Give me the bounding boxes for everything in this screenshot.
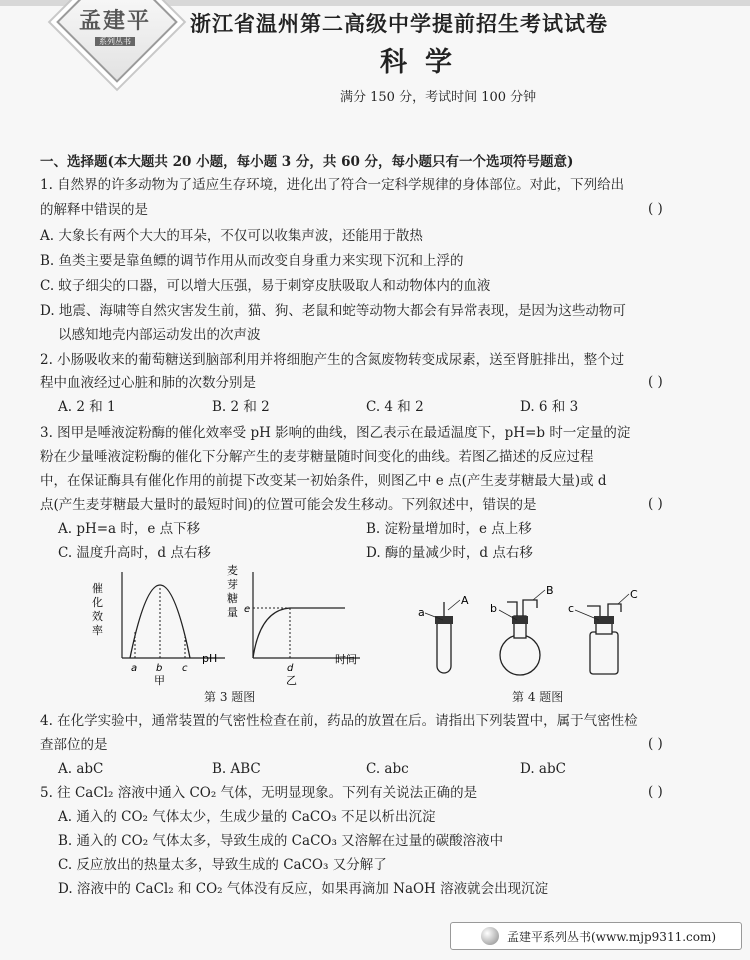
jia-ylabel-2: 化 bbox=[92, 596, 103, 609]
jia-tick-a: a bbox=[131, 663, 138, 674]
q2-option-c: C. 4 和 2 bbox=[366, 399, 424, 415]
q3-stem-4: 点(产生麦芽糖最大量时的最短时间)的位置可能会发生移动。下列叙述中，错误的是 bbox=[40, 497, 537, 513]
figure-4-caption: 第 4 题图 bbox=[512, 690, 564, 704]
label-b: b bbox=[490, 602, 497, 615]
q5-option-a: A. 通入的 CO₂ 气体太少，生成少量的 CaCO₃ 不足以析出沉淀 bbox=[58, 809, 436, 825]
q1-option-b: B. 鱼类主要是靠鱼鳔的调节作用从而改变自身重力来实现下沉和上浮的 bbox=[40, 253, 464, 269]
label-B: B bbox=[546, 584, 554, 597]
q1-stem-1: 1. 自然界的许多动物为了适应生存环境，进化出了符合一定科学规律的身体部位。对此，下列给出 bbox=[40, 177, 625, 193]
footer-banner bbox=[450, 922, 742, 950]
flask-pipe-left bbox=[507, 602, 517, 616]
q2-option-a: A. 2 和 1 bbox=[58, 399, 116, 415]
q5-option-b: B. 通入的 CO₂ 气体太多，导致生成的 CaCO₃ 又溶解在过量的碳酸溶液中 bbox=[58, 833, 504, 849]
jia-tick-b: b bbox=[156, 663, 163, 674]
gas-bottle bbox=[590, 632, 618, 674]
q4-stem-1: 4. 在化学实验中，通常装置的气密性检查在前，药品的放置在后。请指出下列装置中，属于气密性检 bbox=[40, 713, 638, 729]
footer-text: 孟建平系列丛书(www.mjp9311.com) bbox=[507, 930, 717, 944]
q2-answer-blank: ( ) bbox=[648, 374, 663, 390]
jia-ylabel-4: 率 bbox=[92, 624, 103, 637]
jia-ylabel-3: 效 bbox=[92, 610, 103, 623]
bottle-pipe-left bbox=[587, 606, 600, 616]
logo-subtitle: 系列丛书 bbox=[55, 36, 175, 47]
q2-option-b: B. 2 和 2 bbox=[212, 399, 270, 415]
flask-pipe-right bbox=[523, 600, 537, 616]
label-A: A bbox=[461, 594, 469, 607]
yi-point-d: d bbox=[287, 663, 294, 674]
jia-ylabel-1: 催 bbox=[92, 582, 103, 595]
q1-option-d-2: 以感知地壳内部运动发出的次声波 bbox=[58, 327, 261, 343]
q2-stem-2: 程中血液经过心脏和肺的次数分别是 bbox=[40, 375, 256, 391]
q5-stem: 5. 往 CaCl₂ 溶液中通入 CO₂ 气体，无明显现象。下列有关说法正确的是 bbox=[40, 785, 478, 801]
jia-xlabel: pH bbox=[202, 652, 218, 665]
section-heading: 一、选择题(本大题共 20 小题，每小题 3 分，共 60 分，每小题只有一个选项符号题意) bbox=[40, 154, 574, 170]
q2-option-d: D. 6 和 3 bbox=[520, 399, 579, 415]
q3-option-b: B. 淀粉量增加时，e 点上移 bbox=[366, 521, 532, 537]
pointer-c bbox=[575, 610, 599, 620]
q3-answer-blank: ( ) bbox=[648, 496, 663, 512]
exam-subject: 科学 bbox=[380, 47, 470, 78]
q3-option-c: C. 温度升高时，d 点右移 bbox=[58, 545, 211, 561]
q4-option-b: B. ABC bbox=[212, 761, 261, 777]
bottle-stopper bbox=[594, 616, 614, 624]
q3-option-d: D. 酶的量减少时，d 点右移 bbox=[366, 545, 533, 561]
yi-curve bbox=[253, 608, 345, 658]
q1-answer-blank: ( ) bbox=[648, 201, 663, 217]
q1-option-d-1: D. 地震、海啸等自然灾害发生前，猫、狗、老鼠和蛇等动物大都会有异常表现，是因为这些动物可 bbox=[40, 303, 626, 319]
exam-title: 浙江省温州第二高级中学提前招生考试试卷 bbox=[190, 11, 608, 36]
label-c: c bbox=[568, 602, 575, 615]
logo-text: 孟建平 bbox=[78, 8, 151, 34]
q4-stem-2: 查部位的是 bbox=[40, 737, 108, 753]
yi-ylabel-4: 量 bbox=[227, 606, 238, 619]
series-logo bbox=[55, 0, 175, 80]
figure-4-apparatus bbox=[415, 580, 655, 685]
q4-option-a: A. abC bbox=[58, 761, 104, 777]
test-tube bbox=[437, 618, 451, 673]
q3-stem-2: 粉在少量唾液淀粉酶的催化下分解产生的麦芽糖量随时间变化的曲线。若图乙描述的反应过程 bbox=[40, 449, 594, 465]
q4-option-d: D. abC bbox=[520, 761, 566, 777]
q2-stem-1: 2. 小肠吸收来的葡萄糖送到脑部利用并将细胞产生的含氮废物转变成尿素，送至肾脏排出，整个过 bbox=[40, 352, 625, 368]
jia-tick-c: c bbox=[182, 663, 188, 674]
figure-3-caption: 第 3 题图 bbox=[204, 690, 256, 704]
q1-stem-2: 的解释中错误的是 bbox=[40, 202, 148, 218]
q5-answer-blank: ( ) bbox=[648, 784, 663, 800]
yi-xlabel: 时间 bbox=[335, 653, 357, 666]
q5-option-c: C. 反应放出的热量太多，导致生成的 CaCO₃ 又分解了 bbox=[58, 857, 387, 873]
yi-name: 乙 bbox=[286, 674, 297, 687]
yi-ylabel-3: 糖 bbox=[227, 592, 238, 605]
flask-stopper bbox=[512, 616, 528, 624]
q4-option-c: C. abc bbox=[366, 761, 409, 777]
q3-option-a: A. pH=a 时，e 点下移 bbox=[58, 521, 201, 537]
pointer-b bbox=[499, 610, 517, 620]
exam-info: 满分 150 分，考试时间 100 分钟 bbox=[340, 90, 537, 105]
pointer-C bbox=[618, 594, 629, 604]
pointer-B bbox=[533, 590, 545, 600]
q5-option-d: D. 溶液中的 CaCl₂ 和 CO₂ 气体没有反应，如果再滴加 NaOH 溶液就会出现沉淀 bbox=[58, 881, 549, 897]
yi-point-e: e bbox=[244, 604, 251, 615]
pointer-A bbox=[448, 600, 460, 610]
yi-ylabel-2: 芽 bbox=[227, 578, 238, 591]
q4-answer-blank: ( ) bbox=[648, 736, 663, 752]
q1-option-a: A. 大象长有两个大大的耳朵，不仅可以收集声波，还能用于散热 bbox=[40, 228, 423, 244]
q3-stem-3: 中，在保证酶具有催化作用的前提下改变某一初始条件，则图乙中 e 点(产生麦芽糖最大量)或 d bbox=[40, 473, 607, 489]
tube-stopper bbox=[435, 616, 453, 624]
round-flask bbox=[500, 635, 540, 675]
figure-3-graphs bbox=[90, 562, 370, 687]
jia-name: 甲 bbox=[154, 674, 165, 687]
label-C: C bbox=[630, 588, 638, 601]
q3-stem-1: 3. 图甲是唾液淀粉酶的催化效率受 pH 影响的曲线，图乙表示在最适温度下，pH=b 时一定量的淀 bbox=[40, 425, 631, 441]
label-a: a bbox=[418, 606, 425, 619]
bottle-pipe-right bbox=[608, 604, 621, 616]
q1-option-c: C. 蚊子细尖的口器，可以增大压强，易于刺穿皮肤吸取人和动物体内的血液 bbox=[40, 278, 491, 294]
footer-ball-icon bbox=[481, 927, 499, 945]
yi-ylabel-1: 麦 bbox=[227, 564, 238, 577]
